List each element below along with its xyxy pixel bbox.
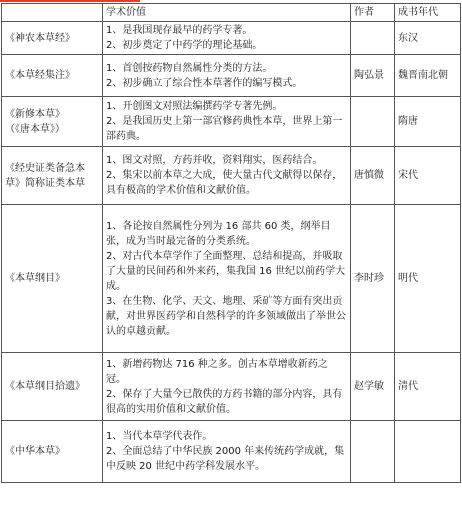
table-row: [2, 147, 461, 205]
author: 唐慎微: [351, 147, 395, 205]
value-item: 1、开创图文对照法编撰药学专著先例。: [106, 101, 283, 112]
value-item: 1、是我国现存最早的药学专著。: [106, 25, 253, 36]
academic-value: [103, 205, 351, 353]
herbal-classics-table: [1, 3, 461, 483]
book-title: 《新修本草》 （《唐本草》）: [2, 97, 103, 147]
value-item: 2、集宋以前本草之大成，使大量古代文献得以保存，具有极高的学术价值和文献价值。: [106, 170, 343, 196]
era: 隋唐: [395, 97, 461, 147]
value-item: 1、首创按药物自然属性分类的方法。: [106, 62, 273, 74]
era: [395, 421, 461, 483]
academic-value: [103, 55, 351, 97]
value-item: 1、图文对照，方药并收，资料翔实，医药结合。: [106, 155, 323, 166]
academic-value: [103, 353, 351, 421]
era: 东汉: [395, 22, 461, 55]
book-title: 《本草纲目拾遗》: [2, 353, 103, 421]
header-author: 作者: [351, 4, 395, 22]
book-title: 《经史证类备急本草》简称证类本草: [2, 147, 103, 205]
value-item: 2、全面总结了中华民族 2000 年来传统药学成就，集中反映 20 世纪中药学科发展水平。: [106, 446, 345, 472]
table-row: [2, 353, 461, 421]
book-title: 《神农本草经》: [2, 22, 103, 55]
academic-value: [103, 22, 351, 55]
table-row: [2, 22, 461, 55]
academic-value: [103, 147, 351, 205]
table-row: [2, 97, 461, 147]
academic-value: [103, 97, 351, 147]
header-row: [2, 4, 461, 22]
author: [351, 22, 395, 55]
era: 魏晋南北朝: [395, 55, 461, 97]
red-accent-line: [0, 0, 140, 2]
value-item: 3、在生物、化学、天文、地理、采矿等方面有突出贡献，对世界医药学和自然科学的许多领域做出了举世公认的卓越贡献。: [106, 295, 346, 337]
era: 清代: [395, 353, 461, 421]
author: 赵学敏: [351, 353, 395, 421]
value-item: 2、初步确立了综合性本草著作的编写模式。: [106, 77, 303, 89]
header-era: 成书年代: [395, 4, 461, 22]
value-item: 1、各论按自然属性分列为 16 部共 60 类，纲举目张，成为当时最完备的分类系统。: [106, 220, 331, 247]
table-row: [2, 421, 461, 483]
book-title: 《本草纲目》: [2, 205, 103, 353]
era: 宋代: [395, 147, 461, 205]
era: 明代: [395, 205, 461, 353]
value-item: 2、对古代本草学作了全面整理、总结和提高，并吸取了大量的民间药和外来药，集我国 16 世纪以前药学大成。: [106, 250, 346, 292]
value-item: 1、当代本草学代表作。: [106, 431, 213, 442]
value-item: 2、保存了大量今已散佚的方药书籍的部分内容，具有很高的实用价值和文献价值。: [106, 388, 343, 415]
author: 李时珍: [351, 205, 395, 353]
author: [351, 421, 395, 483]
table-row: [2, 55, 461, 97]
academic-value: [103, 421, 351, 483]
author: [351, 97, 395, 147]
table-row: [2, 205, 461, 353]
book-title: 《本草经集注》: [2, 55, 103, 97]
author: 陶弘景: [351, 55, 395, 97]
header-value: 学术价值: [103, 4, 351, 22]
header-book: [2, 4, 103, 22]
book-title: 《中华本草》: [2, 421, 103, 483]
value-item: 2、是我国历史上第一部官修药典性本草，世界上第一部药典。: [106, 116, 343, 142]
value-item: 1、新增药物达 716 种之多。创古本草增收新药之冠。: [106, 358, 328, 385]
value-item: 2、初步奠定了中药学的理论基础。: [106, 40, 263, 51]
